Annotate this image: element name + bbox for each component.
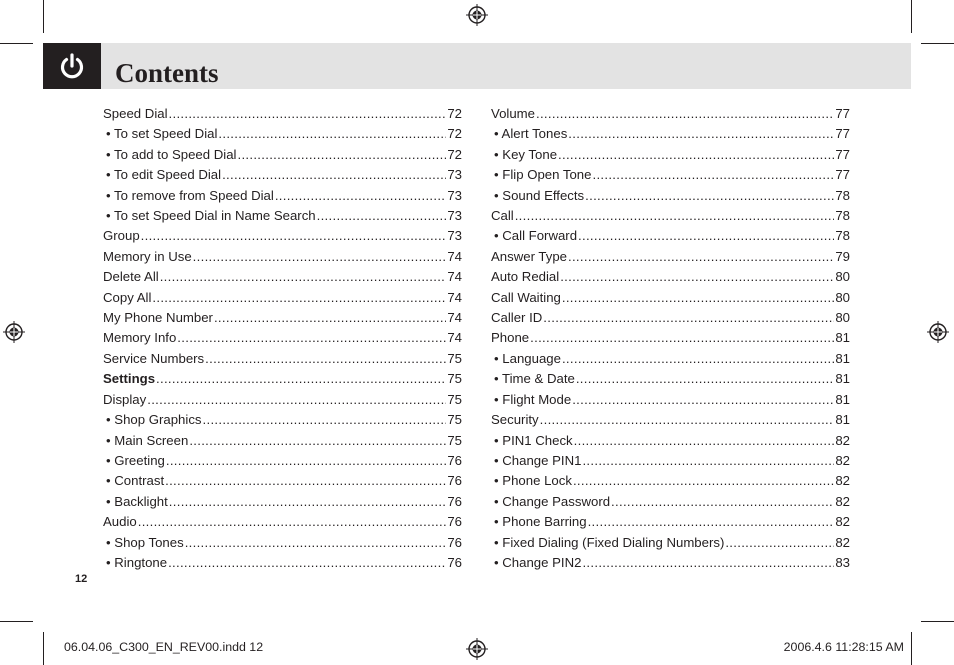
toc-entry-label: Speed Dial [103,106,168,121]
crop-mark [911,632,912,665]
toc-entry [103,288,462,308]
toc-entry-label: • Change PIN1 [494,452,582,468]
toc-entry-label: • To remove from Speed Dial [106,187,274,203]
toc-entry-label: • Phone Barring [494,514,587,530]
crop-mark [921,621,954,622]
toc-dot-leader [147,390,446,410]
toc-entry-page: 78 [835,228,850,244]
toc-dot-leader [203,410,447,430]
toc-entry-page: 82 [835,493,850,509]
toc-entry [491,124,850,144]
toc-entry-label: • To edit Speed Dial [106,167,222,183]
toc-entry-page: 81 [835,391,850,407]
toc-entry-label: • Ringtone [106,554,168,570]
toc-entry [491,512,850,532]
crop-mark [43,0,44,33]
toc-entry-label: • Call Forward [494,228,578,244]
toc-dot-leader [166,451,446,471]
toc-entry [103,186,462,206]
toc-entry [491,390,850,410]
toc-entry [103,553,462,573]
toc-entry [103,308,462,328]
toc-entry-page: 82 [835,514,850,530]
toc-entry-label: • Alert Tones [494,126,568,142]
toc-entry-page: 79 [835,248,850,264]
toc-entry [103,226,462,246]
toc-dot-leader [165,471,446,491]
toc-entry [103,206,462,226]
toc-dot-leader [218,124,446,144]
toc-entry-page: 74 [447,310,462,326]
toc-entry-label: Call Waiting [491,289,561,305]
toc-entry [103,165,462,185]
toc-entry-label: Call [491,208,514,224]
toc-entry-page: 82 [835,473,850,489]
toc-entry-page: 81 [835,330,850,346]
toc-dot-leader [275,186,447,206]
toc-entry-page: 82 [835,452,850,468]
toc-entry-label: • Phone Lock [494,473,572,489]
toc-entry [491,308,850,328]
power-icon [57,51,87,81]
toc-entry-page: 74 [447,330,462,346]
toc-entry-label: Memory Info [103,330,177,346]
toc-entry-label: • Flip Open Tone [494,167,592,183]
toc-entry-label: • Fixed Dialing (Fixed Dialing Numbers) [494,534,725,550]
toc-entry [103,328,462,348]
toc-entry [103,267,462,287]
toc-entry-page: 76 [447,534,462,550]
toc-entry-page: 78 [835,208,850,224]
toc-entry [491,451,850,471]
toc-entry [491,267,850,287]
toc-dot-leader [317,206,447,226]
toc-entry-page: 81 [835,412,850,428]
toc-dot-leader [562,349,834,369]
toc-entry-label: • Time & Date [494,371,575,387]
toc-dot-leader [588,512,835,532]
toc-dot-leader [536,104,834,124]
toc-entry [103,349,462,369]
toc-left-column [103,104,462,573]
registration-mark-icon [927,321,949,343]
registration-mark-icon [466,638,488,660]
toc-dot-leader [214,308,446,328]
toc-entry [103,512,462,532]
toc-dot-leader [540,410,835,430]
toc-entry-page: 77 [835,146,850,162]
toc-entry [491,492,850,512]
toc-entry-page: 81 [835,350,850,366]
toc-entry [491,288,850,308]
footer-file-info: 06.04.06_C300_EN_REV00.indd 12 [64,640,264,654]
toc-entry [103,492,462,512]
toc-dot-leader [193,247,447,267]
registration-mark-icon [466,4,488,26]
toc-entry [491,104,850,124]
toc-entry [103,124,462,144]
toc-entry-label: Settings [103,371,156,387]
toc-entry [491,206,850,226]
toc-entry-label: Memory in Use [103,248,192,264]
toc-entry-label: Security [491,412,539,428]
toc-entry-label: Service Numbers [103,350,205,366]
toc-dot-leader [205,349,446,369]
toc-entry [103,104,462,124]
toc-entry-page: 74 [447,289,462,305]
toc-entry [491,165,850,185]
toc-dot-leader [222,165,446,185]
footer-timestamp: 2006.4.6 11:28:15 AM [783,640,904,654]
toc-entry-label: • Flight Mode [494,391,572,407]
toc-entry [491,226,850,246]
toc-entry-page: 73 [447,228,462,244]
toc-entry-page: 72 [447,146,462,162]
toc-dot-leader [611,492,834,512]
toc-dot-leader [568,247,834,267]
toc-dot-leader [237,145,446,165]
toc-entry-label: • Backlight [106,493,168,509]
toc-dot-leader [592,165,834,185]
toc-entry-label: • Change Password [494,493,611,509]
toc-entry [491,145,850,165]
toc-dot-leader [560,267,834,287]
toc-entry-page: 73 [447,187,462,203]
toc-entry-label: My Phone Number [103,310,213,326]
toc-right-column [491,104,850,573]
toc-entry-page: 73 [447,167,462,183]
toc-dot-leader [141,226,447,246]
crop-mark [921,43,954,44]
toc-dot-leader [543,308,834,328]
toc-entry-page: 76 [447,473,462,489]
toc-entry-page: 75 [447,350,462,366]
toc-dot-leader [168,553,446,573]
toc-dot-leader [574,431,835,451]
toc-entry-page: 72 [447,106,462,121]
toc-entry [103,390,462,410]
toc-dot-leader [177,328,446,348]
toc-dot-leader [582,553,834,573]
toc-entry [103,247,462,267]
toc-entry-label: Copy All [103,289,152,305]
toc-entry [491,431,850,451]
toc-entry [103,533,462,553]
toc-entry-label: • Sound Effects [494,187,585,203]
toc-entry-page: 80 [835,289,850,305]
toc-dot-leader [558,145,834,165]
toc-entry [103,145,462,165]
toc-entry [491,553,850,573]
toc-entry [491,349,850,369]
toc-entry-label: • Contrast [106,473,165,489]
toc-entry-page: 80 [835,310,850,326]
header-icon-box [43,43,101,89]
toc-dot-leader [169,492,447,512]
toc-entry-label: • Shop Tones [106,534,184,550]
toc-entry [103,369,462,389]
toc-dot-leader [582,451,834,471]
toc-entry-label: Display [103,391,147,407]
toc-dot-leader [189,431,446,451]
toc-entry-page: 75 [447,412,462,428]
toc-dot-leader [573,471,834,491]
toc-entry-page: 77 [835,106,850,121]
toc-entry-page: 76 [447,554,462,570]
toc-entry [491,369,850,389]
crop-mark [43,632,44,665]
toc-dot-leader [138,512,447,532]
toc-entry-page: 73 [447,208,462,224]
toc-entry-label: • Shop Graphics [106,412,202,428]
toc-dot-leader [576,369,834,389]
toc-entry [103,410,462,430]
toc-entry [491,328,850,348]
toc-entry-label: • Key Tone [494,146,558,162]
toc-entry [491,533,850,553]
crop-mark [911,0,912,33]
toc-entry-label: Phone [491,330,530,346]
toc-entry [103,451,462,471]
page-title: Contents [115,58,219,88]
toc-entry-label: • Language [494,350,561,366]
toc-dot-leader [725,533,834,553]
toc-entry-page: 75 [447,371,462,387]
toc-entry-page: 77 [835,126,850,142]
toc-entry-page: 77 [835,167,850,183]
toc-entry-page: 76 [447,514,462,530]
toc-entry-page: 81 [835,371,850,387]
toc-dot-leader [530,328,834,348]
page-number: 12 [75,573,88,585]
toc-entry-page: 75 [447,391,462,407]
toc-entry-label: • Main Screen [106,432,189,448]
toc-entry-page: 76 [447,452,462,468]
toc-dot-leader [160,267,447,287]
toc-entry [491,247,850,267]
toc-entry-page: 74 [447,248,462,264]
toc-dot-leader [568,124,834,144]
toc-entry-page: 83 [835,554,850,570]
toc-entry-page: 72 [447,126,462,142]
toc-entry-label: Caller ID [491,310,543,326]
toc-dot-leader [562,288,834,308]
toc-entry-page: 74 [447,269,462,285]
toc-dot-leader [152,288,446,308]
toc-entry-label: Audio [103,514,137,530]
toc-dot-leader [515,206,835,226]
toc-dot-leader [156,369,446,389]
registration-mark-icon [3,321,25,343]
toc-entry-label: • To set Speed Dial in Name Search [106,208,316,224]
toc-entry-label: Group [103,228,140,244]
toc-entry-page: 80 [835,269,850,285]
toc-dot-leader [578,226,834,246]
toc-dot-leader [185,533,447,553]
toc-entry [491,186,850,206]
toc-entry-label: Delete All [103,269,159,285]
toc-entry-label: Volume [491,106,535,121]
toc-entry-label: Answer Type [491,248,567,264]
toc-entry-page: 78 [835,187,850,203]
toc-entry-label: • To add to Speed Dial [106,146,237,162]
toc-entry-label: • Change PIN2 [494,554,582,570]
toc-entry [103,431,462,451]
toc-entry [491,410,850,430]
toc-entry-page: 82 [835,534,850,550]
toc-entry-label: • Greeting [106,452,165,468]
toc-entry-label: • To set Speed Dial [106,126,218,142]
toc-entry [491,471,850,491]
toc-entry-label: Auto Redial [491,269,560,285]
toc-entry-page: 82 [835,432,850,448]
toc-dot-leader [585,186,834,206]
toc-entry-page: 75 [447,432,462,448]
crop-mark [0,43,33,44]
toc-entry-page: 76 [447,493,462,509]
toc-dot-leader [169,104,447,124]
toc-entry-label: • PIN1 Check [494,432,573,448]
toc-entry [103,471,462,491]
crop-mark [0,621,33,622]
toc-dot-leader [572,390,834,410]
